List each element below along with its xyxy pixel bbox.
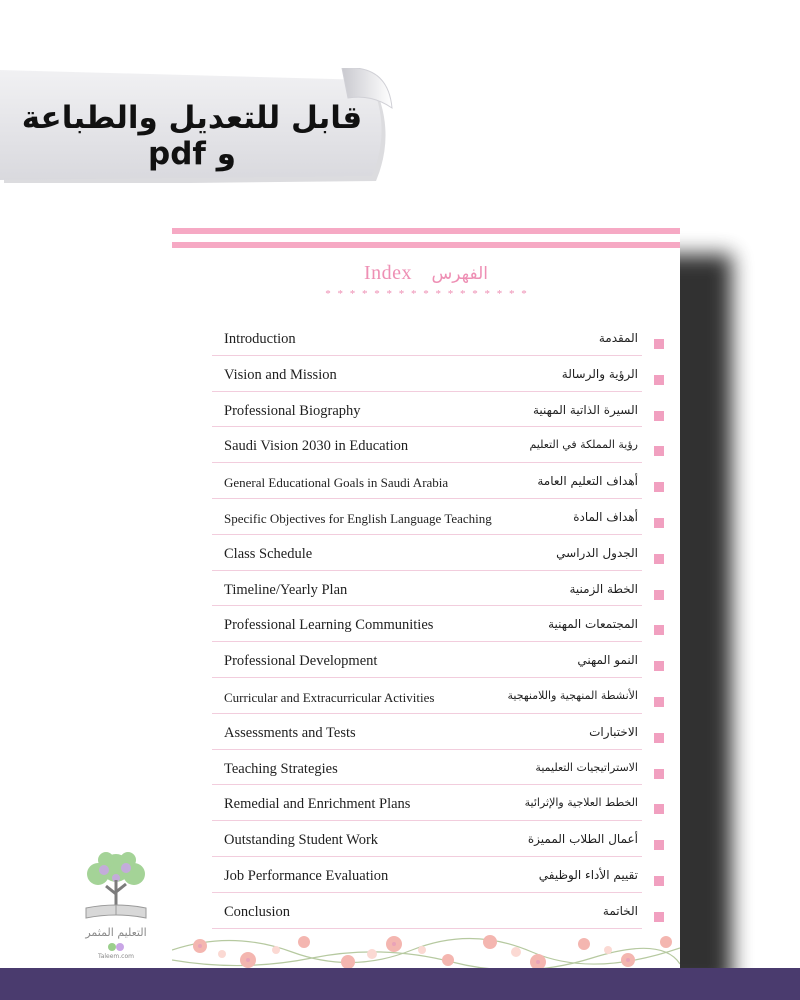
toc-row	[212, 356, 642, 392]
bullet-square-icon	[654, 375, 664, 385]
toc-entry-arabic: الخاتمة	[602, 903, 638, 918]
bullet-square-icon	[654, 446, 664, 456]
toc-row	[212, 535, 642, 571]
bullet-square-icon	[654, 339, 664, 349]
toc-entry-english: Conclusion	[224, 903, 291, 920]
title-arabic: الفهرس	[431, 264, 489, 284]
star-divider: * * * * * * * * * * * * * * * * *	[325, 288, 529, 300]
tree-book-icon	[74, 850, 158, 926]
toc-entry-english: General Educational Goals in Saudi Arabia	[224, 475, 449, 491]
toc-entry-arabic: الخطة الزمنية	[569, 581, 638, 596]
toc-entry-arabic: المقدمة	[598, 331, 638, 345]
logo-name: التعليم المثمر	[85, 926, 147, 939]
toc-entry-arabic: النمو المهني	[577, 653, 638, 668]
bullet-square-icon	[654, 661, 664, 671]
toc-entry-arabic: الرؤية والرسالة	[561, 366, 638, 381]
bullet-square-icon	[654, 876, 664, 886]
bullet-square-icon	[654, 518, 664, 528]
toc-entry-arabic: الجدول الدراسي	[556, 545, 638, 560]
table-of-contents	[212, 320, 642, 929]
toc-entry-arabic: رؤية المملكة في التعليم	[529, 438, 638, 452]
bullet-square-icon	[654, 411, 664, 421]
banner-text: قابل للتعديل والطباعة و pdf	[21, 100, 363, 172]
toc-entry-arabic: أهداف التعليم العامة	[537, 474, 638, 489]
bullet-square-icon	[654, 804, 664, 814]
logo-dots-icon	[74, 940, 158, 954]
toc-row	[212, 678, 642, 714]
page-title	[172, 262, 680, 285]
toc-entry-english: Professional Development	[224, 653, 378, 670]
toc-entry-english: Professional Biography	[224, 402, 361, 419]
bullet-square-icon	[654, 554, 664, 564]
bullet-square-icon	[654, 697, 664, 707]
toc-entry-english: Introduction	[224, 331, 296, 347]
toc-row	[212, 463, 642, 499]
toc-entry-english: Specific Objectives for English Language Teaching	[224, 510, 492, 526]
toc-row	[212, 785, 642, 821]
toc-entry-english: Teaching Strategies	[224, 760, 338, 777]
toc-entry-english: Curricular and Extracurricular Activities	[224, 689, 435, 705]
bullet-square-icon	[654, 590, 664, 600]
toc-row	[212, 714, 642, 750]
top-stripe	[172, 242, 680, 248]
site-logo	[74, 850, 158, 970]
toc-row	[212, 642, 642, 678]
toc-entry-english: Class Schedule	[224, 545, 313, 562]
toc-row	[212, 499, 642, 535]
toc-entry-arabic: أهداف المادة	[573, 509, 638, 524]
footer-bar	[0, 968, 800, 1000]
bullet-square-icon	[654, 840, 664, 850]
toc-entry-english: Outstanding Student Work	[224, 832, 379, 849]
top-stripe	[172, 228, 680, 234]
toc-entry-english: Timeline/Yearly Plan	[224, 581, 348, 598]
toc-entry-english: Professional Learning Communities	[224, 617, 434, 634]
toc-entry-english: Remedial and Enrichment Plans	[224, 796, 411, 813]
toc-entry-english: Saudi Vision 2030 in Education	[224, 438, 409, 455]
toc-entry-english: Vision and Mission	[224, 366, 337, 383]
toc-row	[212, 821, 642, 857]
toc-row	[212, 392, 642, 428]
title-english: Index	[363, 262, 413, 284]
toc-entry-arabic: الأنشطة المنهجية واللامنهجية	[507, 688, 638, 702]
logo-url: Taleem.com	[98, 953, 134, 960]
toc-entry-arabic: المجتمعات المهنية	[548, 617, 638, 632]
toc-entry-english: Job Performance Evaluation	[224, 867, 389, 884]
toc-entry-english: Assessments and Tests	[224, 724, 356, 741]
bullet-square-icon	[654, 482, 664, 492]
bullet-square-icon	[654, 625, 664, 635]
document-page	[172, 220, 680, 975]
toc-row	[212, 606, 642, 642]
toc-row	[212, 320, 642, 356]
bullet-square-icon	[654, 769, 664, 779]
toc-entry-arabic: تقييم الأداء الوظيفي	[538, 867, 638, 882]
toc-entry-arabic: السيرة الذاتية المهنية	[532, 402, 638, 417]
toc-row	[212, 571, 642, 607]
toc-entry-arabic: أعمال الطلاب المميزة	[527, 832, 638, 847]
toc-row	[212, 857, 642, 893]
toc-row	[212, 427, 642, 463]
bullet-square-icon	[654, 733, 664, 743]
floral-border	[172, 920, 680, 975]
toc-entry-arabic: الاختبارات	[589, 724, 638, 739]
toc-row	[212, 750, 642, 786]
toc-entry-arabic: الخطط العلاجية والإثرائية	[524, 796, 638, 810]
toc-entry-arabic: الاستراتيجيات التعليمية	[535, 760, 638, 774]
